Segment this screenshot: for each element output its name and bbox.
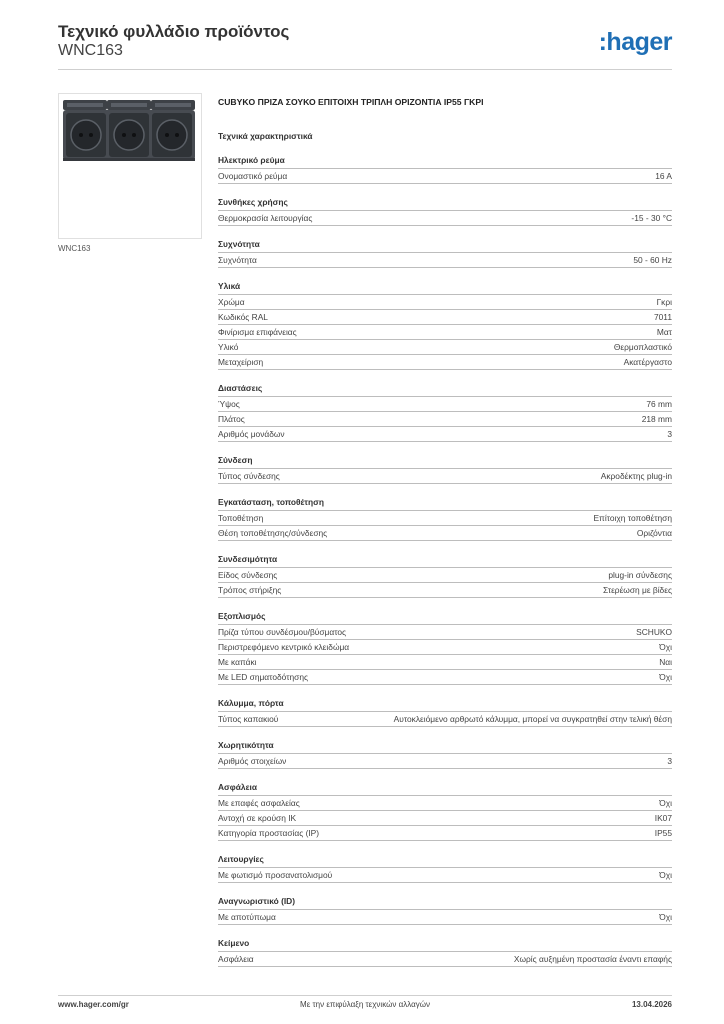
spec-row	[218, 355, 672, 370]
spec-value: Αυτοκλειόμενο αρθρωτό κάλυμμα, μπορεί να συγκρατηθεί στην τελική θέση	[393, 714, 672, 724]
spec-value: 50 - 60 Hz	[633, 255, 672, 265]
spec-value: Επίτοιχη τοποθέτηση	[593, 513, 672, 523]
document-title: Τεχνικό φυλλάδιο προϊόντος	[58, 22, 290, 41]
spec-group	[218, 896, 672, 925]
spec-group-title: Συχνότητα	[218, 239, 672, 253]
spec-label: Κατηγορία προστασίας (IP)	[218, 828, 320, 838]
spec-label: Συχνότητα	[218, 255, 257, 265]
footer-disclaimer: Με την επιφύλαξη τεχνικών αλλαγών	[300, 1000, 430, 1009]
spec-row	[218, 526, 672, 541]
spec-label: Τύπος καπακιού	[218, 714, 279, 724]
spec-row	[218, 211, 672, 226]
specifications	[218, 96, 672, 967]
spec-value: IP55	[654, 828, 672, 838]
spec-value: Θερμοπλαστικό	[613, 342, 672, 352]
spec-value: 7011	[653, 312, 672, 322]
spec-group	[218, 698, 672, 727]
spec-label: Με αποτύπωμα	[218, 912, 276, 922]
hager-logo: :hager	[598, 28, 672, 56]
spec-group	[218, 611, 672, 685]
spec-label: Με επαφές ασφαλείας	[218, 798, 300, 808]
spec-label: Με φωτισμό προσανατολισμού	[218, 870, 333, 880]
spec-row	[218, 253, 672, 268]
spec-value: plug-in σύνδεσης	[608, 570, 672, 580]
spec-label: Πλάτος	[218, 414, 245, 424]
spec-group	[218, 281, 672, 370]
spec-row	[218, 310, 672, 325]
spec-label: Υλικό	[218, 342, 239, 352]
footer-website: www.hager.com/gr	[58, 1000, 129, 1009]
spec-label: Αριθμός μονάδων	[218, 429, 285, 439]
spec-row	[218, 952, 672, 967]
spec-row	[218, 826, 672, 841]
spec-row	[218, 910, 672, 925]
spec-row	[218, 712, 672, 727]
spec-label: Τύπος σύνδεσης	[218, 471, 280, 481]
spec-label: Αντοχή σε κρούση IK	[218, 813, 297, 823]
spec-row	[218, 811, 672, 826]
spec-group	[218, 740, 672, 769]
spec-group-title: Υλικά	[218, 281, 672, 295]
spec-group	[218, 554, 672, 598]
footer-date: 13.04.2026	[631, 1000, 672, 1009]
spec-row	[218, 325, 672, 340]
spec-row	[218, 625, 672, 640]
spec-groups	[218, 155, 672, 967]
spec-row	[218, 412, 672, 427]
image-caption: WNC163	[58, 244, 91, 253]
spec-value: SCHUKO	[636, 627, 672, 637]
spec-group-title: Χωρητικότητα	[218, 740, 672, 754]
spec-row	[218, 511, 672, 526]
spec-value: 3	[667, 756, 672, 766]
spec-group	[218, 239, 672, 268]
spec-row	[218, 868, 672, 883]
spec-label: Ασφάλεια	[218, 954, 254, 964]
spec-group-title: Εξοπλισμός	[218, 611, 672, 625]
spec-label: Κωδικός RAL	[218, 312, 268, 322]
spec-value: Ακροδέκτης plug-in	[600, 471, 672, 481]
spec-row	[218, 427, 672, 442]
spec-label: Αριθμός στοιχείων	[218, 756, 287, 766]
spec-value: Χωρίς αυξημένη προστασία έναντι επαφής	[513, 954, 672, 964]
spec-group	[218, 455, 672, 484]
spec-row	[218, 469, 672, 484]
spec-group	[218, 782, 672, 841]
spec-value: -15 - 30 °C	[631, 213, 672, 223]
spec-group	[218, 197, 672, 226]
spec-value: Ακατέργαστο	[623, 357, 672, 367]
spec-row	[218, 796, 672, 811]
socket-outlet-illustration	[59, 94, 201, 238]
spec-label: Χρώμα	[218, 297, 245, 307]
spec-value: IK07	[654, 813, 672, 823]
spec-value: Στερέωση με βίδες	[602, 585, 672, 595]
spec-group	[218, 854, 672, 883]
spec-group-title: Αναγνωριστικό (ID)	[218, 896, 672, 910]
spec-row	[218, 295, 672, 310]
spec-value: Όχι	[659, 912, 672, 922]
spec-row	[218, 169, 672, 184]
spec-value: Ναι	[659, 657, 672, 667]
spec-row	[218, 655, 672, 670]
spec-group-title: Κείμενο	[218, 938, 672, 952]
spec-label: Φινίρισμα επιφάνειας	[218, 327, 297, 337]
spec-row	[218, 397, 672, 412]
spec-row	[218, 640, 672, 655]
spec-group-title: Κάλυμμα, πόρτα	[218, 698, 672, 712]
spec-group-title: Σύνδεση	[218, 455, 672, 469]
spec-label: Τοποθέτηση	[218, 513, 264, 523]
spec-group-title: Εγκατάσταση, τοποθέτηση	[218, 497, 672, 511]
spec-value: Όχι	[659, 798, 672, 808]
spec-value: 3	[667, 429, 672, 439]
spec-value: Ματ	[656, 327, 672, 337]
spec-label: Ύψος	[218, 399, 240, 409]
spec-row	[218, 340, 672, 355]
spec-label: Θέση τοποθέτησης/σύνδεσης	[218, 528, 328, 538]
spec-group-title: Λειτουργίες	[218, 854, 672, 868]
product-code: WNC163	[58, 42, 123, 59]
page-header	[58, 20, 672, 70]
spec-group	[218, 938, 672, 967]
spec-group-title: Συνθήκες χρήσης	[218, 197, 672, 211]
spec-value: Όχι	[659, 642, 672, 652]
spec-label: Με LED σηματοδότησης	[218, 672, 309, 682]
spec-label: Είδος σύνδεσης	[218, 570, 278, 580]
spec-label: Ονομαστικό ρεύμα	[218, 171, 288, 181]
spec-row	[218, 670, 672, 685]
spec-group	[218, 155, 672, 184]
spec-group	[218, 497, 672, 541]
spec-value: Όχι	[659, 672, 672, 682]
product-name: CUBYKO ΠΡΙΖΑ ΣΟΥΚΟ ΕΠΙΤΟΙΧΗ ΤΡΙΠΛΗ ΟΡΙΖΟΝΤΙΑ IP55 ΓΚΡΙ	[218, 97, 484, 107]
product-image	[58, 93, 202, 239]
spec-value: Όχι	[659, 870, 672, 880]
spec-value: 218 mm	[641, 414, 672, 424]
spec-label: Μεταχείριση	[218, 357, 264, 367]
spec-group-title: Διαστάσεις	[218, 383, 672, 397]
spec-label: Θερμοκρασία λειτουργίας	[218, 213, 313, 223]
spec-row	[218, 568, 672, 583]
spec-value: 16 A	[655, 171, 672, 181]
spec-row	[218, 754, 672, 769]
spec-group	[218, 383, 672, 442]
spec-label: Τρόπος στήριξης	[218, 585, 282, 595]
spec-group-title: Ηλεκτρικό ρεύμα	[218, 155, 672, 169]
spec-row	[218, 583, 672, 598]
spec-label: Με καπάκι	[218, 657, 257, 667]
spec-value: Οριζόντια	[636, 528, 672, 538]
spec-group-title: Συνδεσιμότητα	[218, 554, 672, 568]
spec-label: Περιστρεφόμενο κεντρικό κλειδώμα	[218, 642, 350, 652]
spec-label: Πρίζα τύπου συνδέσμου/βύσματος	[218, 627, 347, 637]
spec-value: 76 mm	[646, 399, 672, 409]
page-footer	[58, 995, 672, 1015]
spec-group-title: Ασφάλεια	[218, 782, 672, 796]
spec-value: Γκρι	[656, 297, 672, 307]
section-heading: Τεχνικά χαρακτηριστικά	[218, 131, 313, 141]
